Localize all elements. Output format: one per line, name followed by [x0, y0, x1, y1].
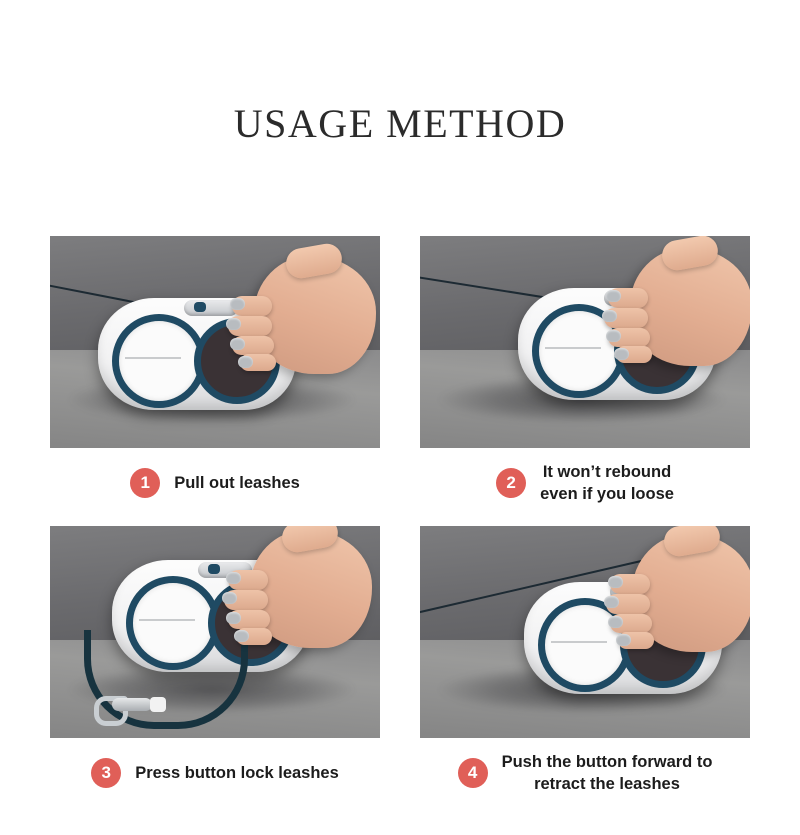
- step-text-line1: It won’t rebound: [542, 462, 672, 481]
- step-card-3: [50, 526, 380, 804]
- step-card-4: [420, 526, 750, 804]
- step-badge-2: 2: [496, 468, 526, 498]
- fingernail: [606, 290, 621, 302]
- product-photo-scene: [50, 236, 380, 448]
- product-photo-scene: [50, 526, 380, 738]
- fingernail: [226, 318, 241, 330]
- product-photo-scene: [420, 526, 750, 738]
- step-image-2: [420, 236, 750, 448]
- step-caption-3: [50, 738, 380, 804]
- step-text-line1: Press button lock leashes: [135, 763, 339, 782]
- fingernail: [226, 612, 241, 624]
- fingernail: [604, 596, 619, 608]
- product-photo-scene: [420, 236, 750, 448]
- step-text-line2: retract the leashes: [534, 775, 680, 793]
- page-title: USAGE METHOD: [233, 101, 567, 146]
- step-card-1: [50, 236, 380, 514]
- step-caption-2: [420, 448, 750, 514]
- fingernail: [606, 330, 621, 342]
- steps-grid: [50, 236, 750, 804]
- device-button-accent: [208, 564, 220, 574]
- step-card-2: [420, 236, 750, 514]
- fingernail: [614, 348, 629, 360]
- leash-strap: [84, 630, 234, 726]
- step-text-line1: Pull out leashes: [174, 473, 300, 492]
- fingernail: [238, 356, 253, 368]
- clip-sleeve: [150, 697, 166, 712]
- fingernail: [234, 630, 249, 642]
- fingernail: [608, 576, 623, 588]
- fingernail: [230, 338, 245, 350]
- fingernail: [226, 572, 241, 584]
- human-hand: [222, 526, 372, 674]
- step-image-3: [50, 526, 380, 738]
- fingernail: [230, 298, 245, 310]
- human-hand: [226, 250, 376, 400]
- human-hand: [604, 528, 750, 678]
- device-button-accent: [194, 302, 206, 312]
- device-left-ring: [112, 314, 206, 408]
- step-caption-4: [420, 738, 750, 804]
- step-image-4: [420, 526, 750, 738]
- human-hand: [602, 242, 750, 392]
- step-badge-3: 3: [91, 758, 121, 788]
- step-image-1: [50, 236, 380, 448]
- fingernail: [608, 616, 623, 628]
- step-text-line2: even if you loose: [540, 485, 674, 503]
- fingernail: [602, 310, 617, 322]
- step-badge-1: 1: [130, 468, 160, 498]
- step-text-2: [540, 461, 674, 506]
- metal-clip: [94, 696, 164, 716]
- step-text-3: [135, 762, 339, 784]
- step-text-4: [502, 751, 713, 796]
- clip-body: [112, 698, 152, 711]
- step-caption-1: [50, 448, 380, 514]
- fingernail: [616, 634, 631, 646]
- step-text-1: [174, 472, 300, 494]
- step-badge-4: 4: [458, 758, 488, 788]
- step-text-line1: Push the button forward to: [501, 752, 713, 771]
- fingernail: [222, 592, 237, 604]
